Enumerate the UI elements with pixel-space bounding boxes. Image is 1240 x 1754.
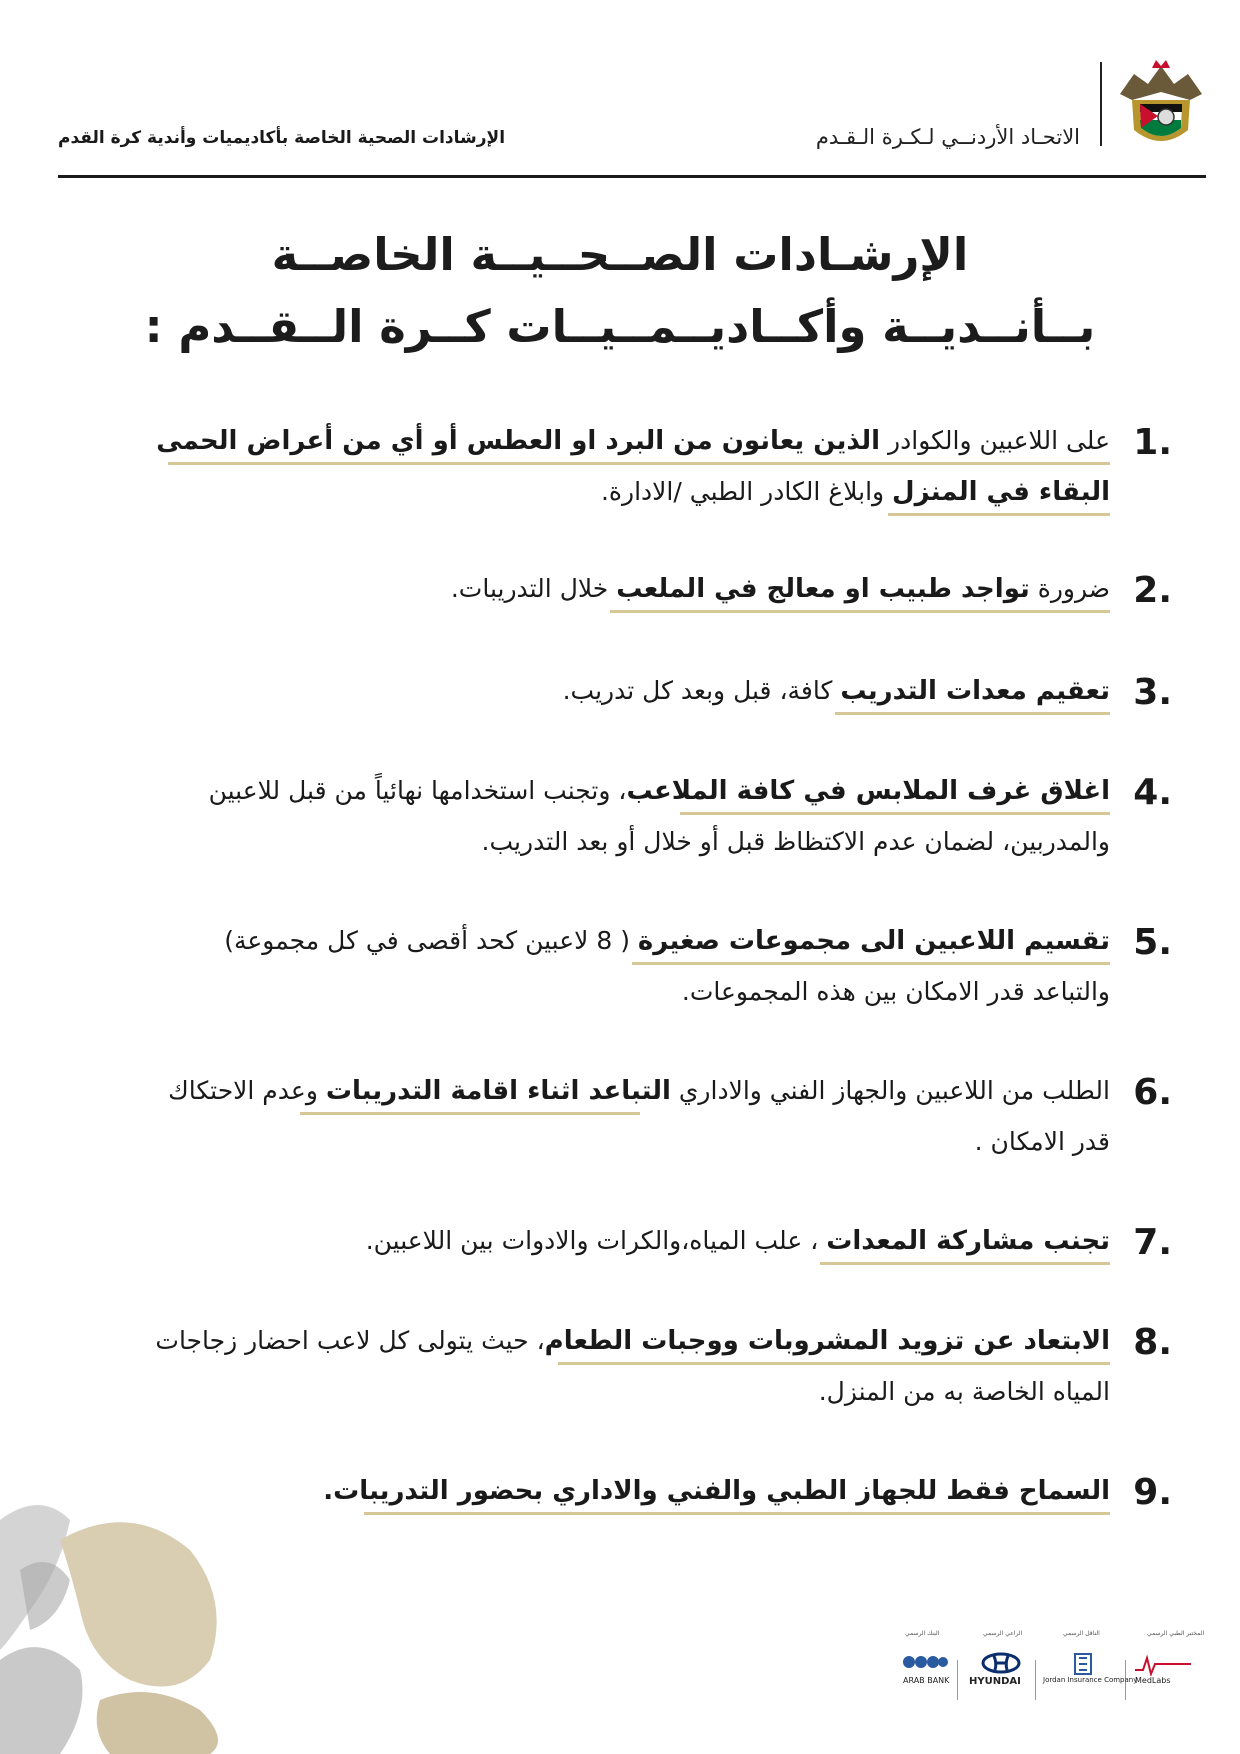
item-highlight: التباعد اثناء اقامة التدريبات — [325, 1076, 671, 1106]
item-line — [110, 1326, 1110, 1356]
item-text: ، علب المياه،والكرات والادوات بين اللاعبين. — [365, 1226, 819, 1255]
item-number: 8. — [1133, 1322, 1172, 1363]
item-text: ضرورة — [1037, 574, 1110, 603]
sponsor-caption: الراعي الرسمي — [983, 1630, 1023, 1637]
item-line — [110, 1076, 1110, 1106]
item-line — [110, 426, 1110, 456]
item-highlight: تجنب مشاركة المعدات — [826, 1226, 1110, 1256]
item-number: 9. — [1133, 1472, 1172, 1513]
sponsor-name: HYUNDAI — [969, 1676, 1021, 1687]
item-line — [110, 926, 1110, 956]
federation-name: الاتحـاد الأردنــي لـكـرة الـقـدم — [815, 125, 1080, 149]
sponsor-caption: المختبر الطبي الرسمي — [1147, 1630, 1205, 1637]
item-number: 5. — [1133, 922, 1172, 963]
header-divider — [1100, 62, 1102, 146]
item-text: وعدم الاحتكاك — [168, 1076, 318, 1105]
item-line — [110, 776, 1110, 806]
guideline-item-8 — [110, 1322, 1172, 1425]
highlight-underline — [168, 462, 1110, 465]
main-title-line-1: الإرشـادات الصــحــيــة الخاصــة — [271, 228, 969, 281]
item-highlight: اغلاق غرف الملابس في كافة الملاعب — [626, 776, 1110, 806]
item-highlight: السماح فقط للجهاز الطبي والفني والاداري بحضور التدريبات. — [323, 1476, 1110, 1506]
highlight-underline — [558, 1362, 1110, 1365]
item-number: 2. — [1133, 570, 1172, 611]
sponsor-name: Jordan Insurance Company — [1043, 1676, 1138, 1684]
guideline-item-1 — [110, 422, 1172, 528]
item-line: والتباعد قدر الامكان بين هذه المجموعات. — [681, 977, 1110, 1006]
main-title-line-2: بــأنــديــة وأكــاديــمــيــات كــرة الــقــدم : — [144, 300, 1096, 353]
item-text: على اللاعبين والكوادر — [888, 426, 1110, 455]
arab-bank-logo-icon — [901, 1652, 949, 1672]
item-highlight: تقسيم اللاعبين الى مجموعات صغيرة — [637, 926, 1110, 956]
guideline-item-3 — [110, 672, 1172, 727]
item-highlight: تواجد طبيب او معالج في الملعب — [616, 574, 1030, 604]
item-line: المياه الخاصة به من المنزل. — [818, 1377, 1110, 1406]
item-line — [110, 574, 1110, 604]
sponsor-name: ARAB BANK — [903, 1676, 950, 1685]
highlight-underline — [300, 1112, 640, 1115]
item-number: 4. — [1133, 772, 1172, 813]
item-text: وابلاغ الكادر الطبي /الادارة. — [600, 477, 885, 506]
item-number: 6. — [1133, 1072, 1172, 1113]
item-number: 1. — [1133, 422, 1172, 463]
item-text: ، حيث يتولى كل لاعب احضار زجاجات — [155, 1326, 545, 1355]
sponsor-name: MedLabs — [1135, 1676, 1171, 1685]
highlight-underline — [632, 962, 1110, 965]
item-text: كافة، قبل وبعد كل تدريب. — [562, 676, 833, 705]
item-number: 7. — [1133, 1222, 1172, 1263]
guideline-item-2 — [110, 570, 1172, 625]
item-line: قدر الامكان . — [974, 1127, 1110, 1156]
federation-crest-icon — [1112, 56, 1210, 156]
sponsors-strip — [895, 1630, 1205, 1710]
highlight-underline — [888, 513, 1110, 516]
item-line — [110, 1476, 1110, 1506]
highlight-underline — [680, 812, 1110, 815]
guideline-item-6 — [110, 1072, 1172, 1175]
guideline-item-5 — [110, 922, 1172, 1025]
item-text: ، وتجنب استخدامها نهائياً من قبل للاعبين — [208, 776, 627, 805]
medlabs-logo-icon — [1133, 1652, 1193, 1676]
item-text: ( 8 لاعبين كحد أقصى في كل مجموعة) — [224, 926, 630, 955]
item-line — [110, 477, 1110, 507]
guideline-item-7 — [110, 1222, 1172, 1277]
item-line — [110, 1226, 1110, 1256]
item-line — [110, 676, 1110, 706]
sponsor-divider — [957, 1660, 958, 1700]
header-rule — [58, 175, 1206, 178]
item-text: خلال التدريبات. — [450, 574, 609, 603]
decorative-brush-art — [0, 1480, 260, 1754]
item-text: الطلب من اللاعبين والجهاز الفني والاداري — [678, 1076, 1110, 1105]
highlight-underline — [835, 712, 1110, 715]
item-highlight: تعقيم معدات التدريب — [840, 676, 1110, 706]
guideline-item-4 — [110, 772, 1172, 875]
item-line: والمدربين، لضمان عدم الاكتظاظ قبل أو خلال أو بعد التدريب. — [481, 827, 1110, 856]
item-highlight: الذين يعانون من البرد او العطس أو أي من أعراض الحمى — [156, 426, 881, 456]
highlight-underline — [610, 610, 1110, 613]
sponsor-caption: البنك الرسمي — [905, 1630, 940, 1637]
highlight-underline — [364, 1512, 1110, 1515]
hyundai-logo-icon — [981, 1652, 1021, 1674]
jic-logo-icon — [1063, 1652, 1103, 1676]
sponsor-caption: الناقل الرسمي — [1063, 1630, 1100, 1637]
item-highlight: الابتعاد عن تزويد المشروبات ووجبات الطعام — [544, 1326, 1110, 1356]
item-number: 3. — [1133, 672, 1172, 713]
guideline-item-9 — [110, 1472, 1172, 1527]
document-header-title: الإرشادات الصحية الخاصة بأكاديميات وأندية كرة القدم — [58, 128, 506, 148]
sponsor-divider — [1035, 1660, 1036, 1700]
item-highlight: البقاء في المنزل — [892, 477, 1110, 507]
highlight-underline — [820, 1262, 1110, 1265]
